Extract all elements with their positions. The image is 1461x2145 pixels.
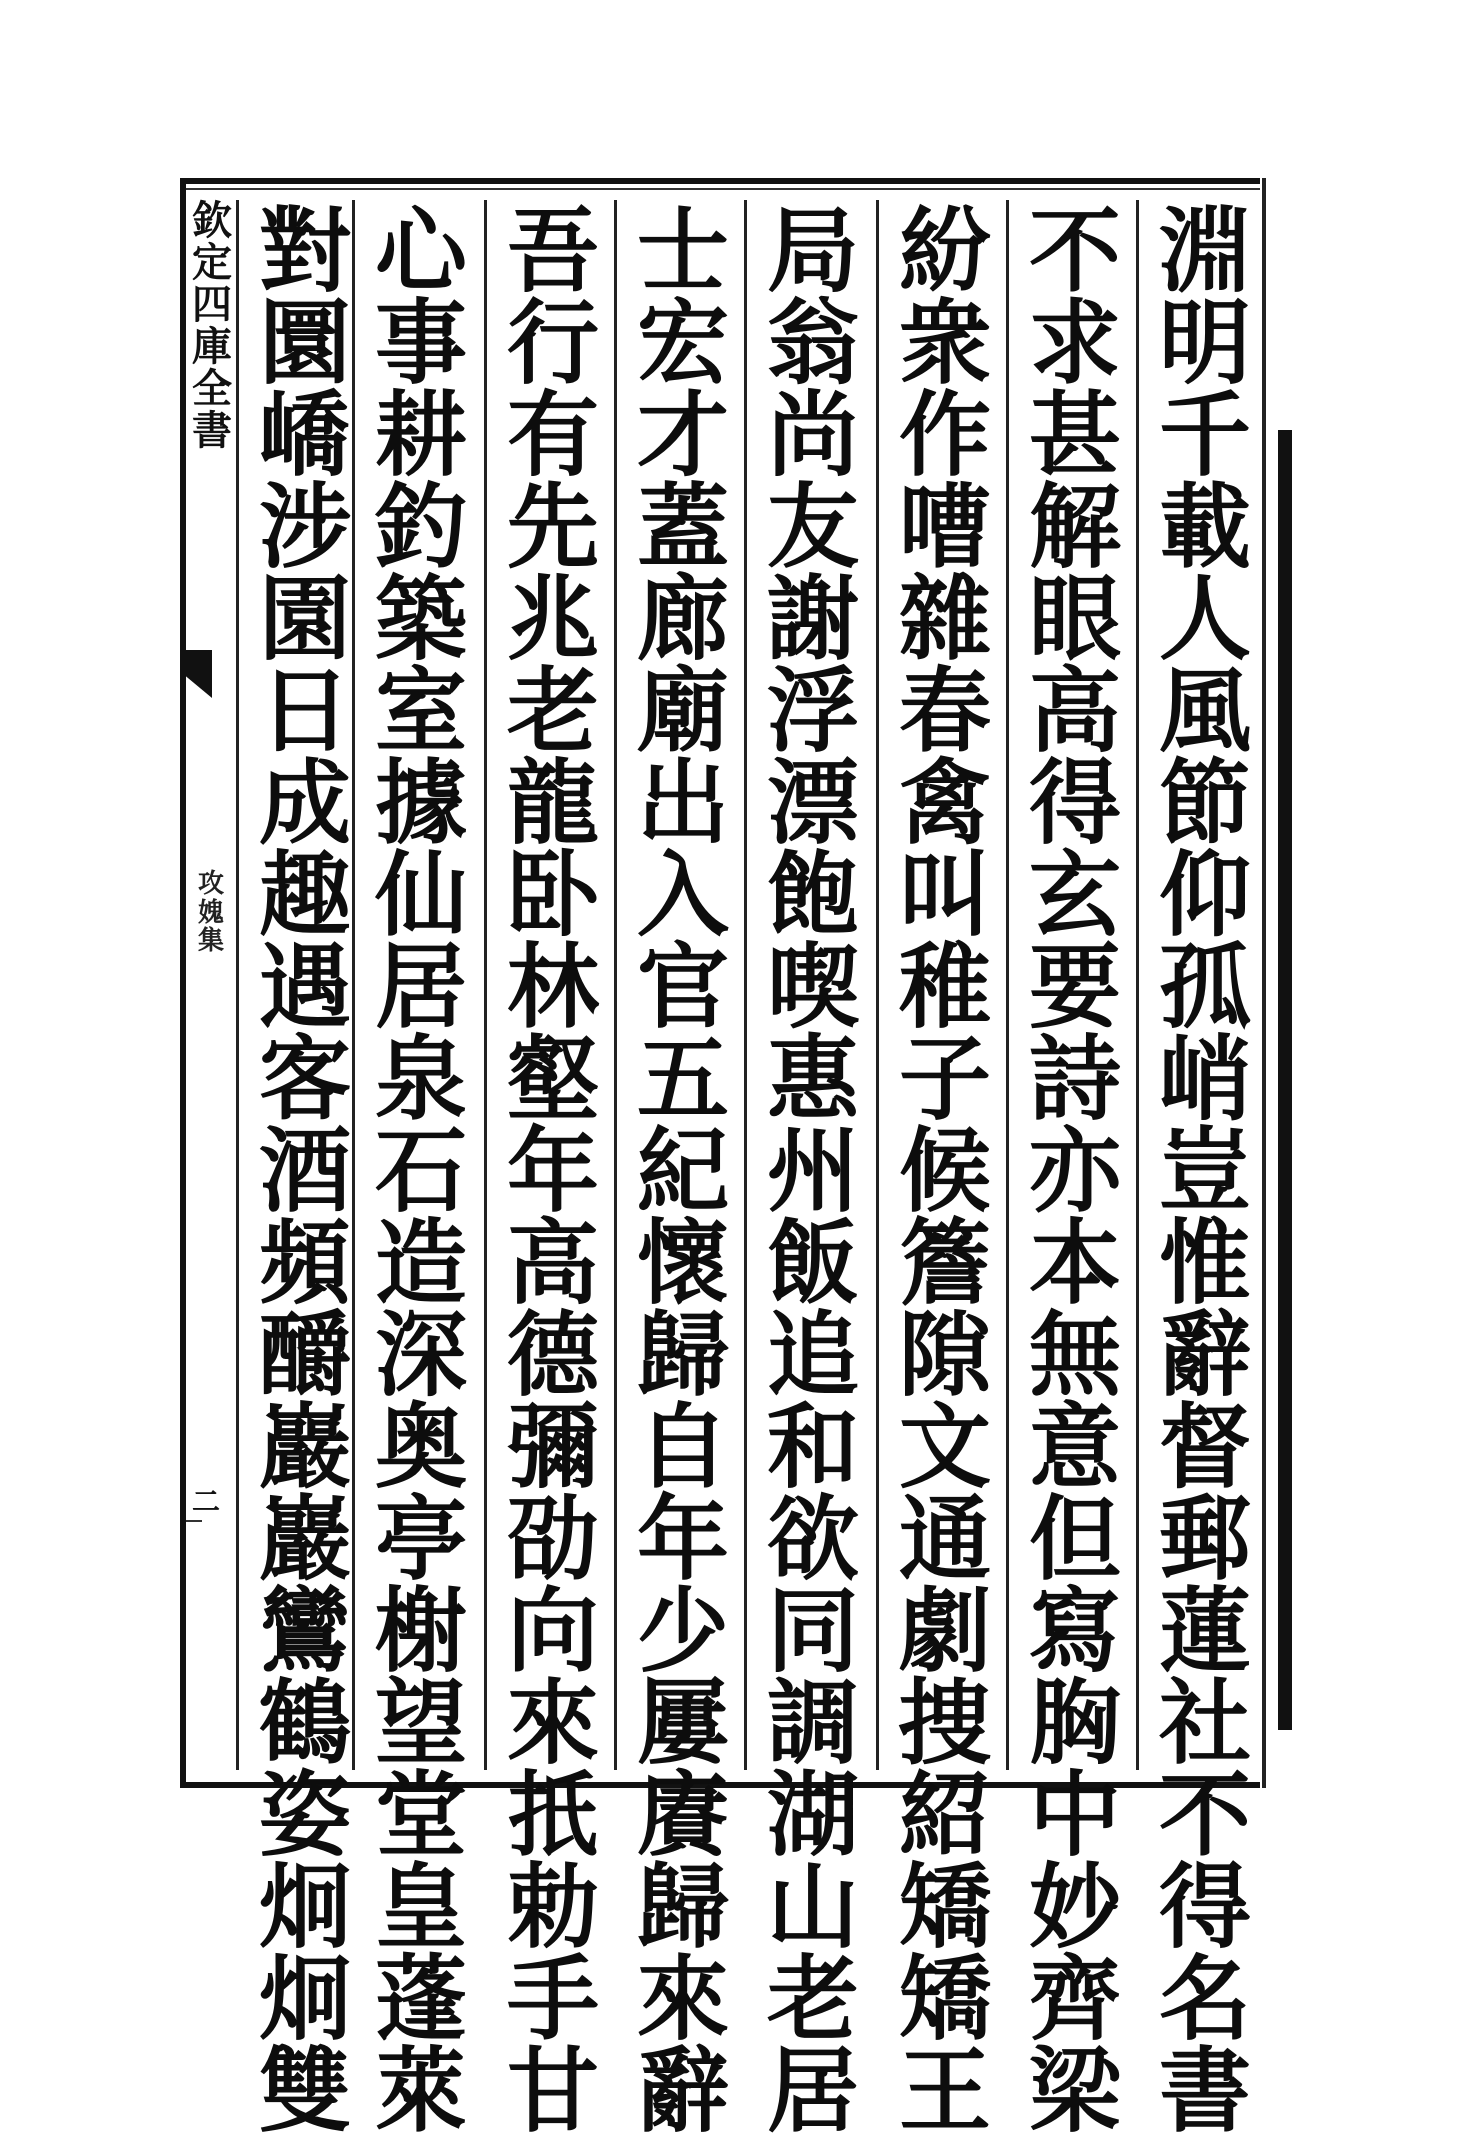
text-column-3: [880, 197, 1010, 2145]
text-character: 石: [374, 1117, 467, 1225]
text-character: 嘈: [898, 473, 991, 581]
text-character: 年: [636, 1485, 729, 1593]
margin-character: 攻: [197, 869, 224, 899]
text-character: 詩: [1028, 1025, 1121, 1133]
text-character: 酒: [258, 1117, 351, 1225]
text-character: 和: [766, 1393, 859, 1501]
text-character: 文: [898, 1393, 991, 1501]
text-character: 深: [374, 1301, 467, 1409]
text-character: 姿: [258, 1761, 351, 1869]
text-character: 喫: [766, 933, 859, 1041]
text-character: 炯: [258, 1945, 351, 2053]
text-character: 鸞: [258, 1577, 351, 1685]
text-character: 得: [1158, 1853, 1251, 1961]
margin-character: 全: [192, 365, 232, 412]
text-character: 中: [1028, 1761, 1121, 1869]
column-rule: [236, 200, 239, 1770]
text-character: 風: [1158, 657, 1251, 765]
text-character: 峭: [1158, 1025, 1251, 1133]
text-character: 眼: [1028, 565, 1121, 673]
text-character: 春: [898, 657, 991, 765]
text-character: 亦: [1028, 1117, 1121, 1225]
text-character: 官: [636, 933, 729, 1041]
text-character: 士: [636, 197, 729, 305]
frame-top-inner-border: [180, 188, 1260, 190]
text-character: 湖: [766, 1761, 859, 1869]
text-character: 德: [506, 1301, 599, 1409]
text-character: 飽: [766, 841, 859, 949]
text-character: 來: [636, 1945, 729, 2053]
text-character: 年: [506, 1117, 599, 1225]
text-character: 胸: [1028, 1669, 1121, 1777]
text-character: 五: [636, 1025, 729, 1133]
text-character: 本: [1028, 1209, 1121, 1317]
text-character: 友: [766, 473, 859, 581]
text-character: 入: [636, 841, 729, 949]
text-character: 卧: [506, 841, 599, 949]
text-character: 禽: [898, 749, 991, 857]
text-character: 蓬: [374, 1945, 467, 2053]
text-character: 皇: [374, 1853, 467, 1961]
text-character: 得: [1028, 749, 1121, 857]
text-character: 龍: [506, 749, 599, 857]
text-character: 亭: [374, 1485, 467, 1593]
frame-right-outer-border: [1278, 430, 1292, 1730]
text-character: 歸: [636, 1301, 729, 1409]
text-character: 候: [898, 1117, 991, 1225]
margin-character: 欽: [192, 197, 232, 244]
margin-collection-title: [196, 870, 226, 956]
text-character: 劇: [898, 1577, 991, 1685]
text-column-5: [618, 197, 748, 2145]
text-character: 浮: [766, 657, 859, 765]
text-column-4: [748, 197, 878, 2145]
text-character: 漂: [766, 749, 859, 857]
text-character: 扺: [506, 1761, 599, 1869]
text-character: 涉: [258, 473, 351, 581]
text-character: 玄: [1028, 841, 1121, 949]
margin-character: 書: [192, 407, 232, 454]
text-character: 辭: [1158, 1301, 1251, 1409]
text-character: 載: [1158, 473, 1251, 581]
text-character: 泉: [374, 1025, 467, 1133]
text-character: 高: [506, 1209, 599, 1317]
text-character: 耕: [374, 381, 467, 489]
text-character: 有: [506, 381, 599, 489]
text-character: 但: [1028, 1485, 1121, 1593]
text-character: 王: [898, 2037, 991, 2145]
text-character: 遇: [258, 933, 351, 1041]
text-character: 齊: [1028, 1945, 1121, 2053]
text-character: 歸: [636, 1853, 729, 1961]
text-character: 惟: [1158, 1209, 1251, 1317]
text-character: 謝: [766, 565, 859, 673]
margin-character: 集: [197, 926, 224, 957]
text-character: 書: [1158, 2037, 1251, 2145]
text-character: 社: [1158, 1669, 1251, 1777]
text-character: 自: [636, 1393, 729, 1501]
text-character: 仰: [1158, 841, 1251, 949]
text-character: 州: [766, 1117, 859, 1225]
text-character: 日: [258, 657, 351, 765]
text-character: 趣: [258, 841, 351, 949]
text-character: 節: [1158, 749, 1251, 857]
text-column-6: [488, 197, 618, 2145]
margin-character: 庫: [192, 323, 232, 370]
text-character: 圜: [258, 289, 351, 397]
text-character: 先: [506, 473, 599, 581]
text-character: 解: [1028, 473, 1121, 581]
text-character: 釣: [374, 473, 467, 581]
text-character: 妙: [1028, 1853, 1121, 1961]
text-character: 矯: [898, 1945, 991, 2053]
text-character: 惠: [766, 1025, 859, 1133]
frame-left-border: [180, 178, 186, 1788]
text-character: 老: [766, 1945, 859, 2053]
text-character: 成: [258, 749, 351, 857]
text-character: 向: [506, 1577, 599, 1685]
text-character: 嶠: [258, 381, 351, 489]
text-character: 意: [1028, 1393, 1121, 1501]
text-character: 吾: [506, 197, 599, 305]
text-character: 要: [1028, 933, 1121, 1041]
margin-dash: [186, 1520, 202, 1522]
text-character: 屢: [636, 1669, 729, 1777]
text-character: 甘: [506, 2037, 599, 2145]
text-character: 追: [766, 1301, 859, 1409]
text-character: 室: [374, 657, 467, 765]
frame-top-border: [180, 178, 1260, 184]
text-column-2: [1010, 197, 1140, 2145]
text-character: 築: [374, 565, 467, 673]
text-character: 心: [374, 197, 467, 305]
text-character: 廟: [636, 657, 729, 765]
text-character: 捜: [898, 1669, 991, 1777]
text-character: 飯: [766, 1209, 859, 1317]
text-character: 釂: [258, 1301, 351, 1409]
text-character: 賡: [636, 1761, 729, 1869]
text-character: 千: [1158, 381, 1251, 489]
text-character: 林: [506, 933, 599, 1041]
text-character: 鶴: [258, 1669, 351, 1777]
margin-page-number: 二: [192, 1485, 221, 1518]
text-character: 壑: [506, 1025, 599, 1133]
text-character: 郵: [1158, 1485, 1251, 1593]
text-character: 巖: [258, 1485, 351, 1593]
fishtail-mark-icon: [186, 650, 212, 698]
text-character: 梁: [1028, 2037, 1121, 2145]
text-character: 蓋: [636, 473, 729, 581]
text-character: 局: [766, 197, 859, 305]
text-character: 孤: [1158, 933, 1251, 1041]
text-character: 手: [506, 1945, 599, 2053]
margin-book-title: [192, 197, 232, 454]
text-character: 紀: [636, 1117, 729, 1225]
text-character: 榭: [374, 1577, 467, 1685]
text-character: 客: [258, 1025, 351, 1133]
text-character: 調: [766, 1669, 859, 1777]
text-character: 來: [506, 1669, 599, 1777]
text-character: 懷: [636, 1209, 729, 1317]
text-character: 行: [506, 289, 599, 397]
text-character: 廊: [636, 565, 729, 673]
text-character: 奥: [374, 1393, 467, 1501]
text-character: 不: [1028, 197, 1121, 305]
text-character: 通: [898, 1485, 991, 1593]
text-character: 無: [1028, 1301, 1121, 1409]
text-character: 叫: [898, 841, 991, 949]
text-character: 蓮: [1158, 1577, 1251, 1685]
text-character: 尚: [766, 381, 859, 489]
text-character: 明: [1158, 289, 1251, 397]
text-character: 作: [898, 381, 991, 489]
text-character: 求: [1028, 289, 1121, 397]
text-character: 寫: [1028, 1577, 1121, 1685]
text-character: 望: [374, 1669, 467, 1777]
text-character: 雙: [258, 2037, 351, 2145]
text-character: 簷: [898, 1209, 991, 1317]
text-character: 彌: [506, 1393, 599, 1501]
text-character: 翁: [766, 289, 859, 397]
text-column-8: [240, 197, 370, 2145]
text-character: 辭: [636, 2037, 729, 2145]
text-character: 頻: [258, 1209, 351, 1317]
text-character: 居: [766, 2037, 859, 2145]
text-character: 少: [636, 1577, 729, 1685]
text-character: 居: [374, 933, 467, 1041]
margin-character: 四: [192, 281, 232, 328]
text-character: 甚: [1028, 381, 1121, 489]
text-character: 淵: [1158, 197, 1251, 305]
text-character: 同: [766, 1577, 859, 1685]
text-character: 衆: [898, 289, 991, 397]
text-character: 出: [636, 749, 729, 857]
text-column-7: [356, 197, 486, 2145]
text-character: 園: [258, 565, 351, 673]
text-character: 督: [1158, 1393, 1251, 1501]
text-character: 豈: [1158, 1117, 1251, 1225]
text-character: 宏: [636, 289, 729, 397]
text-column-1: [1140, 197, 1270, 2145]
margin-character: 定: [192, 239, 232, 286]
text-character: 兆: [506, 565, 599, 673]
text-character: 紹: [898, 1761, 991, 1869]
text-character: 欲: [766, 1485, 859, 1593]
text-character: 矯: [898, 1853, 991, 1961]
text-character: 名: [1158, 1945, 1251, 2053]
text-character: 才: [636, 381, 729, 489]
text-character: 劭: [506, 1485, 599, 1593]
text-character: 勅: [506, 1853, 599, 1961]
text-character: 隙: [898, 1301, 991, 1409]
text-character: 子: [898, 1025, 991, 1133]
text-character: 對: [258, 197, 351, 305]
text-character: 山: [766, 1853, 859, 1961]
margin-character: 媿: [197, 897, 224, 928]
text-character: 炯: [258, 1853, 351, 1961]
text-character: 老: [506, 657, 599, 765]
text-character: 高: [1028, 657, 1121, 765]
text-character: 紛: [898, 197, 991, 305]
text-character: 人: [1158, 565, 1251, 673]
text-character: 仙: [374, 841, 467, 949]
text-character: 萊: [374, 2037, 467, 2145]
text-character: 造: [374, 1209, 467, 1317]
text-character: 事: [374, 289, 467, 397]
text-character: 巖: [258, 1393, 351, 1501]
text-character: 稚: [898, 933, 991, 1041]
text-character: 堂: [374, 1761, 467, 1869]
text-character: 據: [374, 749, 467, 857]
text-character: 雜: [898, 565, 991, 673]
text-character: 不: [1158, 1761, 1251, 1869]
